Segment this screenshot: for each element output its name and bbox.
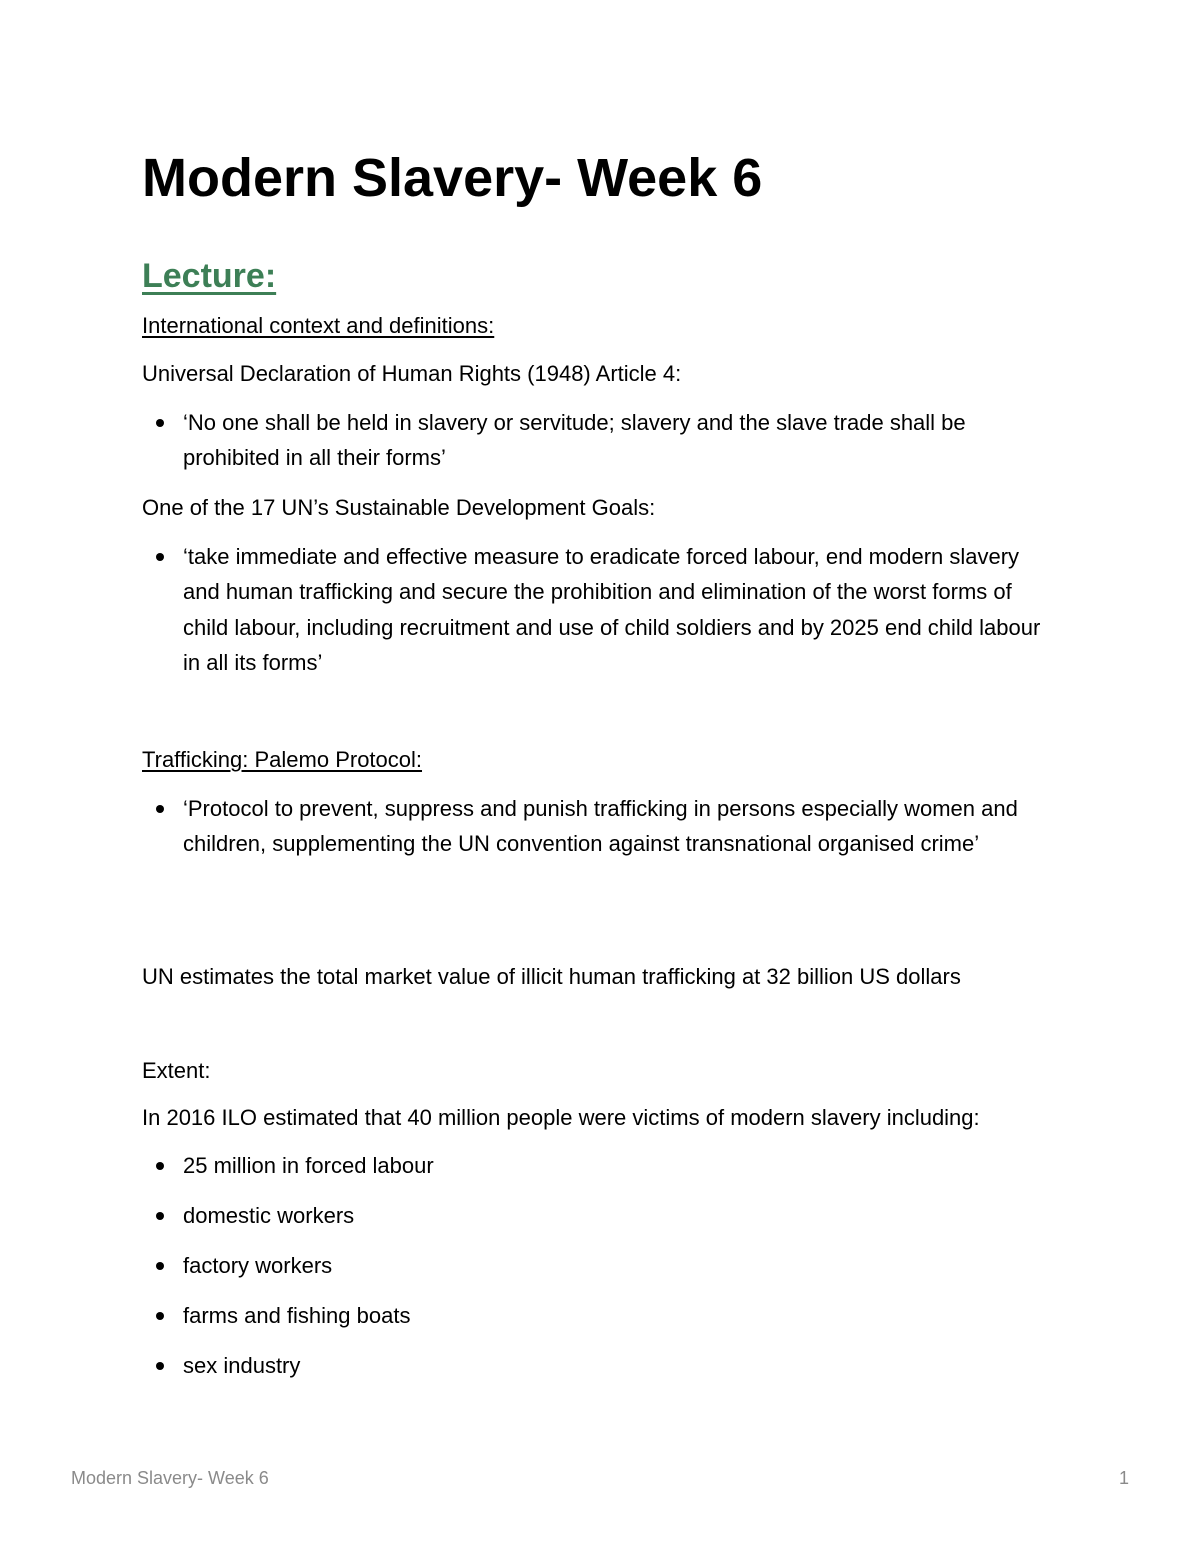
page-number: 1 <box>1118 1468 1129 1488</box>
list-item-text: ‘take immediate and effective measure to eradicate forced labour, end modern slavery and human trafficking and secure the prohibition and elimination of the worst forms of child labour, including recruitment and use of child soldiers and by 2025 end child labour in all its forms’ <box>183 544 1041 675</box>
footer-document-title: Modern Slavery- Week 6 <box>71 1468 269 1488</box>
list-item-text: factory workers <box>183 1253 333 1278</box>
document-title: Modern Slavery- Week 6 <box>142 148 763 208</box>
udhr-bullet-list <box>142 405 1042 476</box>
list-item <box>142 1301 1042 1331</box>
bullet-icon <box>156 419 164 427</box>
list-item <box>142 791 1042 862</box>
list-item <box>142 1151 1042 1181</box>
subheading-trafficking: Trafficking: Palemo Protocol: <box>142 747 423 772</box>
list-item <box>142 1251 1042 1281</box>
list-item <box>142 1351 1042 1381</box>
bullet-icon <box>156 1262 164 1270</box>
subheading-international-context: International context and definitions: <box>142 313 495 338</box>
list-item-text: farms and fishing boats <box>183 1303 411 1328</box>
udhr-line: Universal Declaration of Human Rights (1948) Article 4: <box>142 361 682 386</box>
bullet-icon <box>156 805 164 813</box>
list-item-text: ‘No one shall be held in slavery or servitude; slavery and the slave trade shall be prohibited in all their forms’ <box>183 410 966 471</box>
list-item-text: ‘Protocol to prevent, suppress and punish trafficking in persons especially women and children, supplementing the UN convention against transnational organised crime’ <box>183 796 1018 857</box>
list-item-text: domestic workers <box>183 1203 355 1228</box>
list-item-text: sex industry <box>183 1353 301 1378</box>
list-item-text: 25 million in forced labour <box>183 1153 434 1178</box>
bullet-icon <box>156 1362 164 1370</box>
list-item <box>142 539 1042 680</box>
section-heading-lecture: Lecture: <box>142 257 277 295</box>
bullet-icon <box>156 1162 164 1170</box>
extent-label: Extent: <box>142 1058 211 1083</box>
sdg-bullet-list <box>142 539 1042 680</box>
bullet-icon <box>156 1212 164 1220</box>
bullet-icon <box>156 553 164 561</box>
extent-bullet-list <box>142 1151 1042 1401</box>
trafficking-bullet-list <box>142 791 1042 862</box>
ilo-estimate-line: In 2016 ILO estimated that 40 million people were victims of modern slavery including: <box>142 1105 980 1130</box>
list-item <box>142 1201 1042 1231</box>
sdg-line: One of the 17 UN’s Sustainable Development Goals: <box>142 495 656 520</box>
list-item <box>142 405 1042 476</box>
un-estimate-line: UN estimates the total market value of illicit human trafficking at 32 billion US dollars <box>142 964 961 989</box>
bullet-icon <box>156 1312 164 1320</box>
